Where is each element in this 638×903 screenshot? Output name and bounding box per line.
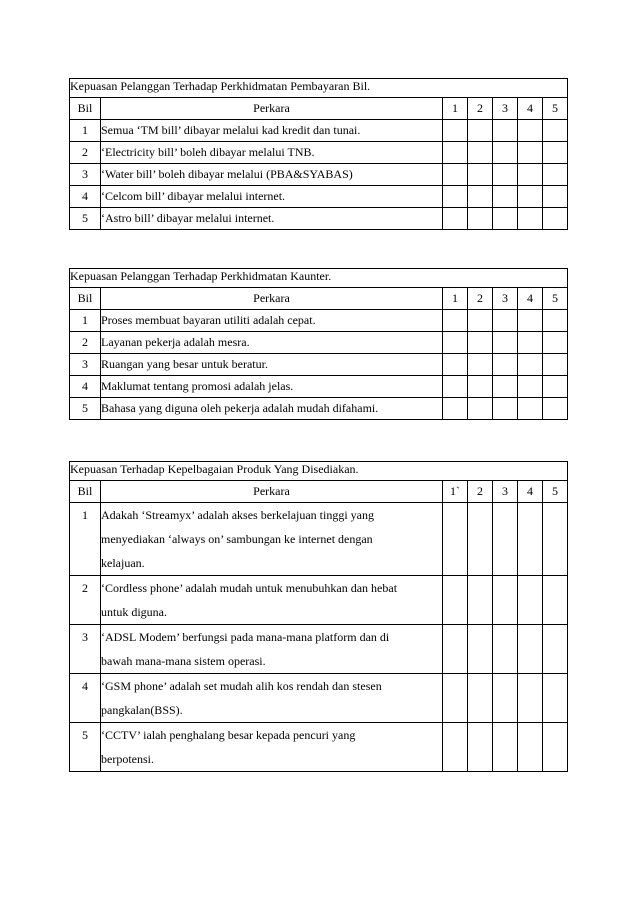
- rating-cell-2[interactable]: [468, 503, 493, 576]
- rating-cell-4[interactable]: [518, 503, 543, 576]
- table-row: [70, 674, 568, 723]
- rating-cell-4[interactable]: [518, 310, 543, 332]
- column-header-bil: Bil: [70, 288, 101, 310]
- row-statement-line: ‘Cordless phone’ adalah mudah untuk menubuhkan dan hebat: [101, 581, 398, 595]
- column-header-perkara: Perkara: [101, 481, 443, 503]
- column-header-rating-2: 2: [468, 481, 493, 503]
- table-row: [70, 503, 568, 576]
- column-header-rating-5: 5: [543, 98, 568, 120]
- table-row: [70, 164, 568, 186]
- rating-cell-2[interactable]: [468, 376, 493, 398]
- rating-cell-4[interactable]: [518, 120, 543, 142]
- row-statement: Proses membuat bayaran utiliti adalah cepat.: [101, 310, 443, 332]
- rating-cell-4[interactable]: [518, 398, 543, 420]
- row-statement-line: Adakah ‘Streamyx’ adalah akses berkelajuan tinggi yang: [101, 508, 375, 522]
- row-number: 4: [70, 674, 101, 723]
- table-row: [70, 310, 568, 332]
- rating-cell-1[interactable]: [443, 625, 468, 674]
- rating-cell-1[interactable]: [443, 354, 468, 376]
- column-header-rating-5: 5: [543, 288, 568, 310]
- rating-cell-5[interactable]: [543, 186, 568, 208]
- table-row: [70, 625, 568, 674]
- column-header-bil: Bil: [70, 481, 101, 503]
- column-header-rating-5: 5: [543, 481, 568, 503]
- column-header-rating-3: 3: [493, 288, 518, 310]
- rating-cell-1[interactable]: [443, 120, 468, 142]
- rating-cell-4[interactable]: [518, 576, 543, 625]
- row-statement: [101, 576, 443, 625]
- table-row: [70, 723, 568, 772]
- rating-cell-2[interactable]: [468, 625, 493, 674]
- row-number: 5: [70, 208, 101, 230]
- row-statement: [101, 503, 443, 576]
- rating-cell-3[interactable]: [493, 354, 518, 376]
- rating-cell-3[interactable]: [493, 310, 518, 332]
- rating-cell-1[interactable]: [443, 674, 468, 723]
- row-statement-line: kelajuan.: [101, 556, 145, 570]
- row-statement-line: berpotensi.: [101, 752, 154, 766]
- rating-cell-3[interactable]: [493, 164, 518, 186]
- rating-cell-1[interactable]: [443, 723, 468, 772]
- row-number: 1: [70, 310, 101, 332]
- row-statement: ‘Electricity bill’ boleh dibayar melalui TNB.: [101, 142, 443, 164]
- row-number: 1: [70, 503, 101, 576]
- rating-cell-4[interactable]: [518, 625, 543, 674]
- survey-table-counter-service: [69, 268, 568, 420]
- rating-cell-2[interactable]: [468, 142, 493, 164]
- column-header-perkara: Perkara: [101, 98, 443, 120]
- column-header-rating-3: 3: [493, 98, 518, 120]
- row-statement: [101, 674, 443, 723]
- rating-cell-1[interactable]: [443, 503, 468, 576]
- rating-cell-1[interactable]: [443, 142, 468, 164]
- rating-cell-3[interactable]: [493, 674, 518, 723]
- row-number: 3: [70, 625, 101, 674]
- row-statement-line: ‘ADSL Modem’ berfungsi pada mana-mana platform dan di: [101, 630, 390, 644]
- row-statement: Layanan pekerja adalah mesra.: [101, 332, 443, 354]
- row-number: 1: [70, 120, 101, 142]
- rating-cell-1[interactable]: [443, 576, 468, 625]
- rating-cell-2[interactable]: [468, 332, 493, 354]
- rating-cell-2[interactable]: [468, 208, 493, 230]
- rating-cell-5[interactable]: [543, 503, 568, 576]
- row-number: 3: [70, 354, 101, 376]
- rating-cell-2[interactable]: [468, 186, 493, 208]
- row-number: 2: [70, 576, 101, 625]
- rating-cell-5[interactable]: [543, 208, 568, 230]
- row-number: 3: [70, 164, 101, 186]
- rating-cell-3[interactable]: [493, 186, 518, 208]
- table-row: [70, 376, 568, 398]
- survey-table-bill-payment: [69, 78, 568, 230]
- row-number: 4: [70, 376, 101, 398]
- rating-cell-2[interactable]: [468, 354, 493, 376]
- rating-cell-1[interactable]: [443, 332, 468, 354]
- table-row: [70, 332, 568, 354]
- table-title: Kepuasan Terhadap Kepelbagaian Produk Yang Disediakan.: [70, 462, 568, 481]
- row-statement: ‘Celcom bill’ dibayar melalui internet.: [101, 186, 443, 208]
- table-title: Kepuasan Pelanggan Terhadap Perkhidmatan Pembayaran Bil.: [70, 79, 568, 98]
- rating-cell-5[interactable]: [543, 164, 568, 186]
- rating-cell-1[interactable]: [443, 208, 468, 230]
- column-header-rating-4: 4: [518, 481, 543, 503]
- rating-cell-2[interactable]: [468, 723, 493, 772]
- row-statement: ‘Astro bill’ dibayar melalui internet.: [101, 208, 443, 230]
- rating-cell-3[interactable]: [493, 332, 518, 354]
- rating-cell-4[interactable]: [518, 186, 543, 208]
- rating-cell-3[interactable]: [493, 376, 518, 398]
- row-statement-line: bawah mana-mana sistem operasi.: [101, 654, 266, 668]
- rating-cell-1[interactable]: [443, 310, 468, 332]
- column-header-rating-2: 2: [468, 98, 493, 120]
- column-header-rating-4: 4: [518, 288, 543, 310]
- row-statement: Maklumat tentang promosi adalah jelas.: [101, 376, 443, 398]
- rating-cell-1[interactable]: [443, 398, 468, 420]
- rating-cell-4[interactable]: [518, 332, 543, 354]
- rating-cell-5[interactable]: [543, 310, 568, 332]
- row-statement: [101, 723, 443, 772]
- rating-cell-4[interactable]: [518, 354, 543, 376]
- rating-cell-4[interactable]: [518, 208, 543, 230]
- rating-cell-5[interactable]: [543, 723, 568, 772]
- column-header-rating-2: 2: [468, 288, 493, 310]
- rating-cell-4[interactable]: [518, 142, 543, 164]
- rating-cell-5[interactable]: [543, 332, 568, 354]
- table-row: [70, 120, 568, 142]
- rating-cell-3[interactable]: [493, 208, 518, 230]
- row-statement: [101, 625, 443, 674]
- rating-cell-5[interactable]: [543, 376, 568, 398]
- rating-cell-3[interactable]: [493, 120, 518, 142]
- row-statement: ‘Water bill’ boleh dibayar melalui (PBA&SYABAS): [101, 164, 443, 186]
- row-number: 5: [70, 723, 101, 772]
- rating-cell-4[interactable]: [518, 164, 543, 186]
- rating-cell-1[interactable]: [443, 186, 468, 208]
- column-header-rating-1: 1: [443, 98, 468, 120]
- rating-cell-4[interactable]: [518, 376, 543, 398]
- table-row: [70, 186, 568, 208]
- rating-cell-2[interactable]: [468, 576, 493, 625]
- rating-cell-3[interactable]: [493, 625, 518, 674]
- row-number: 2: [70, 332, 101, 354]
- survey-table-product-variety: [69, 461, 568, 772]
- row-statement: Semua ‘TM bill’ dibayar melalui kad kredit dan tunai.: [101, 120, 443, 142]
- row-statement-line: ‘GSM phone’ adalah set mudah alih kos rendah dan stesen: [101, 679, 382, 693]
- column-header-rating-1: 1: [443, 288, 468, 310]
- rating-cell-2[interactable]: [468, 398, 493, 420]
- rating-cell-2[interactable]: [468, 164, 493, 186]
- rating-cell-2[interactable]: [468, 310, 493, 332]
- rating-cell-5[interactable]: [543, 674, 568, 723]
- column-header-perkara: Perkara: [101, 288, 443, 310]
- rating-cell-5[interactable]: [543, 398, 568, 420]
- table-title: Kepuasan Pelanggan Terhadap Perkhidmatan Kaunter.: [70, 269, 568, 288]
- rating-cell-4[interactable]: [518, 723, 543, 772]
- row-number: 5: [70, 398, 101, 420]
- row-statement-line: pangkalan(BSS).: [101, 703, 183, 717]
- row-number: 2: [70, 142, 101, 164]
- column-header-rating-1: 1`: [443, 481, 468, 503]
- table-row: [70, 576, 568, 625]
- rating-cell-5[interactable]: [543, 576, 568, 625]
- rating-cell-2[interactable]: [468, 674, 493, 723]
- row-statement-line: untuk diguna.: [101, 605, 167, 619]
- rating-cell-5[interactable]: [543, 142, 568, 164]
- table-row: [70, 398, 568, 420]
- rating-cell-5[interactable]: [543, 625, 568, 674]
- rating-cell-3[interactable]: [493, 723, 518, 772]
- row-statement-line: ‘CCTV’ ialah penghalang besar kepada pencuri yang: [101, 728, 356, 742]
- column-header-bil: Bil: [70, 98, 101, 120]
- table-row: [70, 142, 568, 164]
- row-statement: Ruangan yang besar untuk beratur.: [101, 354, 443, 376]
- rating-cell-3[interactable]: [493, 398, 518, 420]
- rating-cell-5[interactable]: [543, 354, 568, 376]
- rating-cell-5[interactable]: [543, 120, 568, 142]
- column-header-rating-3: 3: [493, 481, 518, 503]
- rating-cell-1[interactable]: [443, 164, 468, 186]
- column-header-rating-4: 4: [518, 98, 543, 120]
- table-row: [70, 354, 568, 376]
- row-number: 4: [70, 186, 101, 208]
- rating-cell-2[interactable]: [468, 120, 493, 142]
- rating-cell-1[interactable]: [443, 376, 468, 398]
- rating-cell-3[interactable]: [493, 503, 518, 576]
- row-statement: Bahasa yang diguna oleh pekerja adalah mudah difahami.: [101, 398, 443, 420]
- rating-cell-3[interactable]: [493, 142, 518, 164]
- rating-cell-3[interactable]: [493, 576, 518, 625]
- rating-cell-4[interactable]: [518, 674, 543, 723]
- row-statement-line: menyediakan ‘always on’ sambungan ke internet dengan: [101, 532, 373, 546]
- table-row: [70, 208, 568, 230]
